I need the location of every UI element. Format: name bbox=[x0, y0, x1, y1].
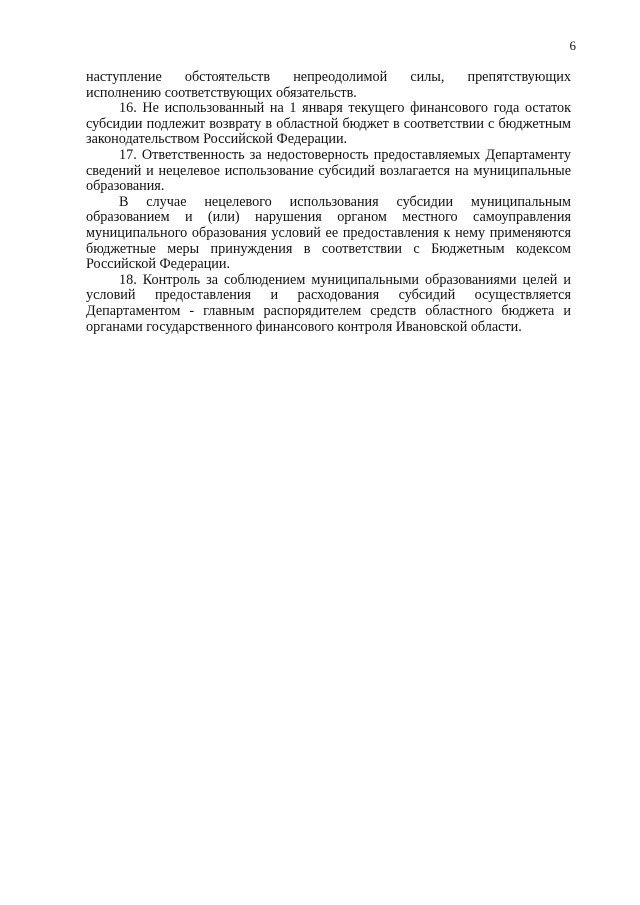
paragraph-16: 16. Не использованный на 1 января текущего финансового года остаток субсидии подлежит возврату в областной бюджет в соответствии с бюджетным законодательством Российской Федерации. bbox=[86, 100, 571, 148]
page-number: 6 bbox=[569, 38, 576, 53]
paragraph-misuse: В случае нецелевого использования субсидии муниципальным образованием и (или) нарушения органом местного самоуправления муниципального образования условий ее предоставления к нему применяются бюджетные меры принуждения в соответствии с Бюджетным кодексом Российской Федерации. bbox=[86, 193, 571, 273]
paragraph-continuation: наступление обстоятельств непреодолимой силы, препятствующих исполнению соответствующих обязательств. bbox=[86, 69, 571, 101]
document-body bbox=[86, 70, 571, 335]
paragraph-17: 17. Ответственность за недостоверность предоставляемых Департаменту сведений и нецелевое использование субсидий возлагается на муниципальные образования. bbox=[86, 146, 571, 195]
paragraph-18: 18. Контроль за соблюдением муниципальными образованиями целей и условий предоставления и расходования субсидий осуществляется Департаментом - главным распорядителем средств областного бюджета и органами государственного финансового контроля Ивановской области. bbox=[86, 271, 571, 335]
